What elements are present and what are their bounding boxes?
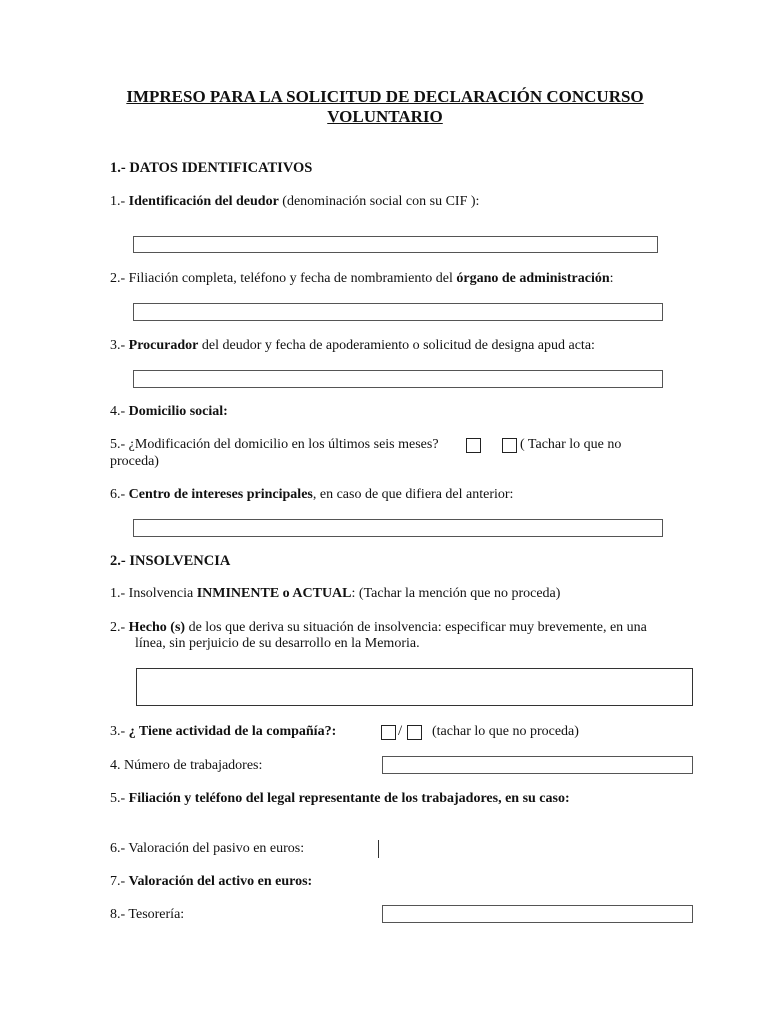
question-2-2-continued: línea, sin perjuicio de su desarrollo en la Memoria. <box>135 636 420 651</box>
procurador-field[interactable] <box>133 370 663 388</box>
centro-intereses-field[interactable] <box>133 519 663 537</box>
checkbox-separator: / <box>398 723 403 739</box>
question-number: 6.- <box>110 487 129 502</box>
question-bold-text: Centro de intereses principales <box>128 487 313 502</box>
question-number: 5.- <box>110 791 129 806</box>
document-title-line-1: IMPRESO PARA LA SOLICITUD DE DECLARACIÓN CONCURSO <box>126 87 644 106</box>
question-2-1 <box>110 586 560 602</box>
actividad-si-checkbox[interactable] <box>381 725 396 740</box>
question-bold-text: ¿ Tiene actividad de la compañía?: <box>128 724 337 739</box>
question-1-5: 5.- ¿Modificación del domicilio en los últimos seis meses? <box>110 437 439 452</box>
question-text-end: : <box>609 271 614 286</box>
question-number: 3.- <box>110 724 129 739</box>
question-text: de los que deriva su situación de insolvencia: especificar muy brevemente, en una <box>185 620 647 635</box>
question-2-6: 6.- Valoración del pasivo en euros: <box>110 841 305 856</box>
question-2-8: 8.- Tesorería: <box>110 907 185 922</box>
question-1-4 <box>110 404 228 420</box>
question-number: 7.- <box>110 874 129 889</box>
question-bold-text: Identificación del deudor <box>128 194 279 209</box>
question-bold-text: Domicilio social: <box>128 404 228 419</box>
question-bold-text: órgano de administración <box>456 271 610 286</box>
question-1-5-note: ( Tachar lo que no <box>520 437 622 452</box>
organo-administracion-field[interactable] <box>133 303 663 321</box>
question-bold-text: Filiación y teléfono del legal representante de los trabajadores, en su caso: <box>128 791 570 806</box>
deudor-identification-field[interactable] <box>133 236 658 253</box>
question-number: 1.- <box>110 194 129 209</box>
question-2-3 <box>110 724 336 740</box>
question-number: 4.- <box>110 404 129 419</box>
question-1-6 <box>110 487 513 503</box>
question-bold-text: Valoración del activo en euros: <box>128 874 313 889</box>
question-1-5-note-continued: proceda) <box>110 454 159 469</box>
hechos-insolvencia-field[interactable] <box>136 668 693 706</box>
pasivo-field-marker[interactable] <box>378 840 379 858</box>
question-1-1 <box>110 194 479 210</box>
question-number: 2.- <box>110 620 129 635</box>
question-number: 3.- <box>110 338 129 353</box>
question-2-4: 4. Número de trabajadores: <box>110 758 263 773</box>
question-text: , en caso de que difiera del anterior: <box>312 487 514 502</box>
question-1-3 <box>110 338 595 354</box>
question-text: (denominación social con su CIF ): <box>278 194 480 209</box>
tesoreria-field[interactable] <box>382 905 693 923</box>
section-heading-insolvencia: 2.- INSOLVENCIA <box>110 553 231 569</box>
domicilio-no-checkbox[interactable] <box>502 438 517 453</box>
question-2-7 <box>110 874 312 890</box>
question-bold-text: Procurador <box>128 338 199 353</box>
question-bold-text: Hecho (s) <box>128 620 186 635</box>
actividad-no-checkbox[interactable] <box>407 725 422 740</box>
question-number: 1.- Insolvencia <box>110 586 197 601</box>
section-heading-datos-identificativos: 1.- DATOS IDENTIFICATIVOS <box>110 160 313 176</box>
numero-trabajadores-field[interactable] <box>382 756 693 774</box>
question-text: del deudor y fecha de apoderamiento o solicitud de designa apud acta: <box>198 338 595 353</box>
question-text: : (Tachar la mención que no proceda) <box>351 586 561 601</box>
domicilio-si-checkbox[interactable] <box>466 438 481 453</box>
question-1-2 <box>110 271 614 287</box>
question-text: 2.- Filiación completa, teléfono y fecha de nombramiento del <box>110 271 457 286</box>
question-2-5 <box>110 791 570 807</box>
question-bold-text: INMINENTE o ACTUAL <box>196 586 352 601</box>
question-2-2 <box>110 620 647 636</box>
question-2-3-note: (tachar lo que no proceda) <box>432 724 579 739</box>
document-title-line-2: VOLUNTARIO <box>327 107 443 126</box>
